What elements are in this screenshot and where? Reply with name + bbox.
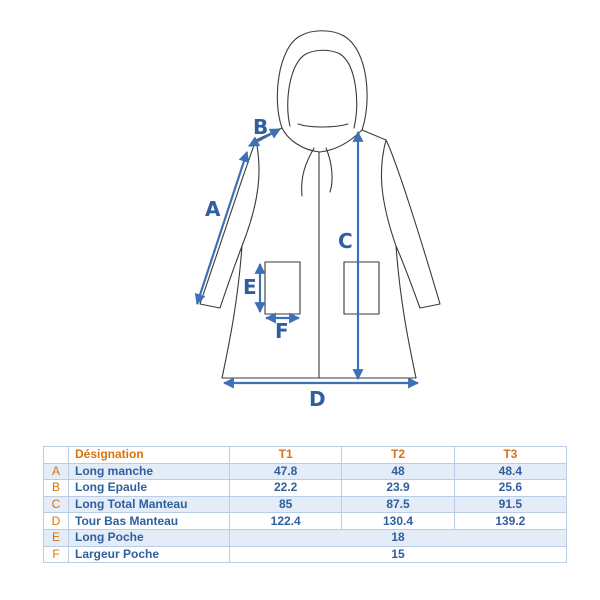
row-designation: Long manche (69, 463, 230, 480)
header-designation: Désignation (69, 447, 230, 464)
table-row (44, 513, 567, 530)
row-designation: Long Total Manteau (69, 496, 230, 513)
dimension-label-a: A (205, 197, 221, 221)
drawstring-right (326, 148, 332, 192)
row-designation: Tour Bas Manteau (69, 513, 230, 530)
row-letter: F (44, 546, 69, 563)
table-row (44, 480, 567, 497)
row-designation: Long Epaule (69, 480, 230, 497)
row-value-t3: 139.2 (454, 513, 566, 530)
header-t2: T2 (342, 447, 454, 464)
row-letter: A (44, 463, 69, 480)
row-value-t1: 85 (230, 496, 342, 513)
table-row (44, 496, 567, 513)
row-letter: E (44, 529, 69, 546)
row-designation: Largeur Poche (69, 546, 230, 563)
dimension-label-e: E (243, 275, 257, 299)
row-value-all-sizes: 18 (230, 529, 567, 546)
header-t3: T3 (454, 447, 566, 464)
row-letter: B (44, 480, 69, 497)
row-value-all-sizes: 15 (230, 546, 567, 563)
hood-inner-opening (288, 50, 357, 128)
hood-face-line (298, 124, 348, 127)
coat-outline (200, 31, 440, 378)
pocket-right (344, 262, 379, 314)
row-value-t2: 130.4 (342, 513, 454, 530)
table-row (44, 463, 567, 480)
row-value-t1: 47.8 (230, 463, 342, 480)
coat-body-outline (200, 128, 440, 378)
header-letter (44, 447, 69, 464)
row-value-t1: 122.4 (230, 513, 342, 530)
size-table (43, 446, 567, 563)
dimension-label-c: C (338, 229, 353, 253)
row-value-t3: 25.6 (454, 480, 566, 497)
row-value-t2: 48 (342, 463, 454, 480)
dimension-label-b: B (253, 115, 269, 139)
dimension-label-f: F (275, 319, 289, 343)
row-value-t3: 91.5 (454, 496, 566, 513)
pocket-left (265, 262, 300, 314)
armhole-right (381, 140, 396, 246)
table-row (44, 529, 567, 546)
row-value-t2: 23.9 (342, 480, 454, 497)
row-letter: D (44, 513, 69, 530)
row-value-t1: 22.2 (230, 480, 342, 497)
dimension-arrow-a (197, 152, 247, 304)
table-header-row (44, 447, 567, 464)
row-value-t3: 48.4 (454, 463, 566, 480)
row-value-t2: 87.5 (342, 496, 454, 513)
collar (282, 128, 362, 152)
drawstring-left (302, 148, 314, 196)
row-designation: Long Poche (69, 529, 230, 546)
row-letter: C (44, 496, 69, 513)
dimension-label-d: D (309, 387, 326, 411)
table-row (44, 546, 567, 563)
header-t1: T1 (230, 447, 342, 464)
